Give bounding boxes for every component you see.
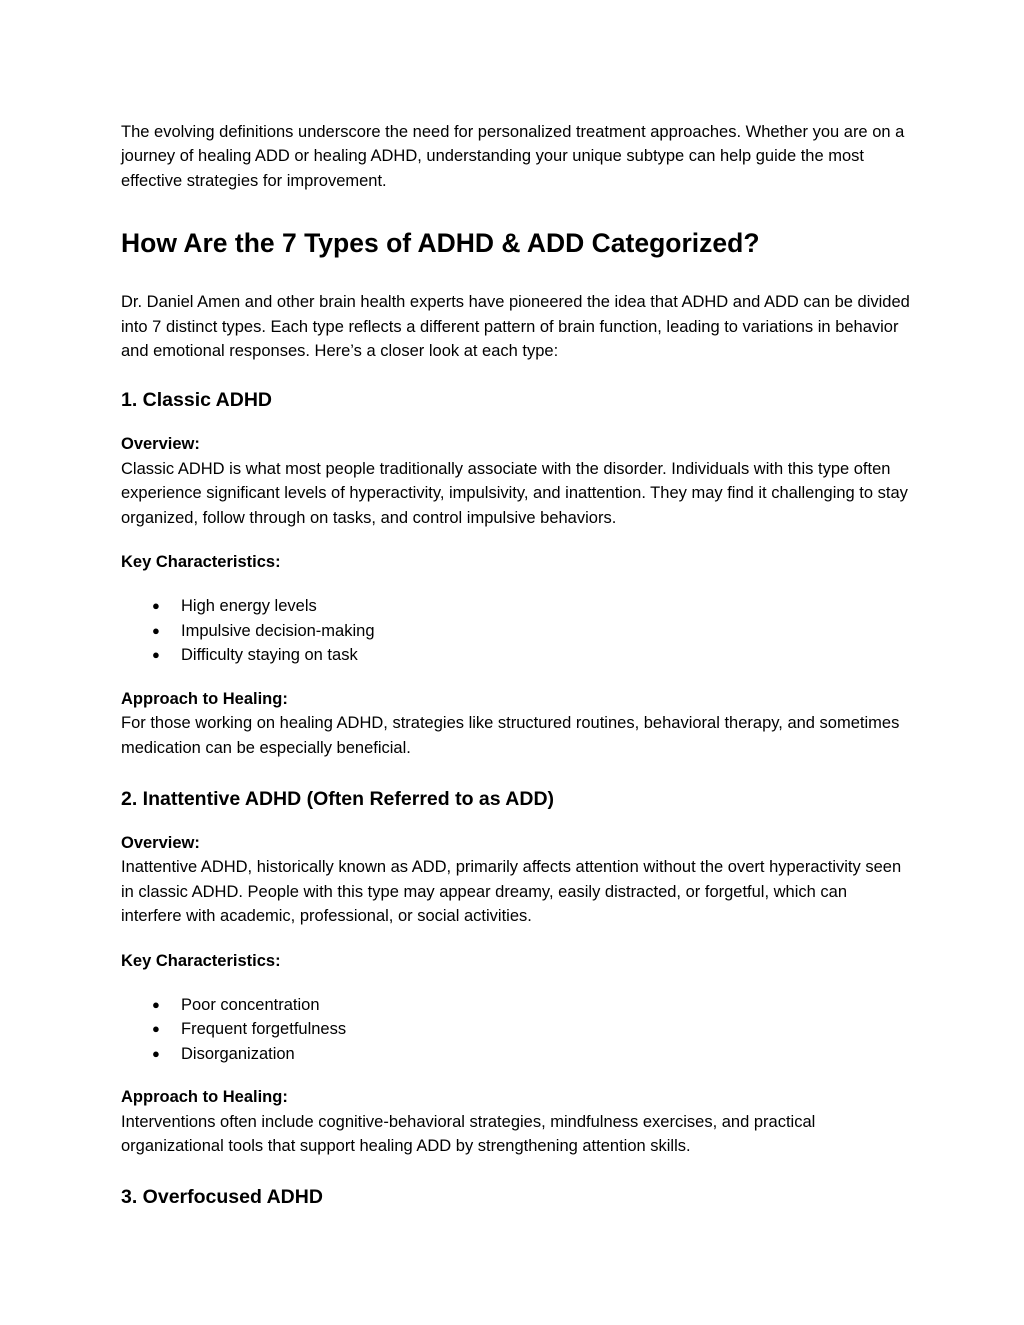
list-item xyxy=(121,643,911,667)
bullet-icon: ● xyxy=(152,1045,160,1061)
list-item xyxy=(121,619,911,643)
overview-label: Overview: xyxy=(121,435,200,454)
section-heading-inattentive-adhd: 2. Inattentive ADHD (Often Referred to as ADD) xyxy=(121,787,555,810)
approach-block xyxy=(121,1085,911,1158)
overview-block xyxy=(121,432,911,530)
overview-text: Inattentive ADHD, historically known as ADD, primarily affects attention without the overt hyperactivity seen in classic ADHD. People with this type may appear dreamy, easily distracted, or forgetful, which can interfere with academic, professional, or social activities. xyxy=(121,858,902,926)
list-item xyxy=(121,1017,911,1041)
list-item-text: Disorganization xyxy=(181,1044,295,1063)
intro-paragraph: The evolving definitions underscore the need for personalized treatment approaches. Whether you are on a journey of healing ADD or healing ADHD, understanding your unique subtype can help guide the most effective strategies for improvement. xyxy=(121,123,905,190)
document-page xyxy=(121,120,911,1210)
list-item xyxy=(121,1042,911,1066)
approach-text: Interventions often include cognitive-behavioral strategies, mindfulness exercises, and practical organizational tools that support healing ADD by strengthening attention skills. xyxy=(121,1112,816,1155)
approach-text: For those working on healing ADHD, strategies like structured routines, behavioral therapy, and sometimes medication can be especially beneficial. xyxy=(121,714,900,757)
approach-label: Approach to Healing: xyxy=(121,689,288,708)
characteristics-list xyxy=(121,594,911,667)
list-item-text: Poor concentration xyxy=(181,995,320,1014)
characteristics-list xyxy=(121,993,911,1066)
list-item-text: Difficulty staying on task xyxy=(181,646,358,665)
key-characteristics-label xyxy=(121,949,911,973)
list-item xyxy=(121,594,911,618)
list-item-text: Frequent forgetfulness xyxy=(181,1020,347,1039)
approach-block xyxy=(121,687,911,760)
overview-block xyxy=(121,831,911,929)
bullet-icon: ● xyxy=(152,1021,160,1037)
main-intro-paragraph: Dr. Daniel Amen and other brain health experts have pioneered the idea that ADHD and ADD can be divided into 7 distinct types. Each type reflects a different pattern of brain function, leading to variations in behavior and emotional responses. Here’s a closer look at each type: xyxy=(121,293,910,361)
key-label: Key Characteristics: xyxy=(121,951,281,970)
overview-text: Classic ADHD is what most people traditionally associate with the disorder. Individuals with this type often experience significant levels of hyperactivity, impulsivity, and inattention. They may find it challenging to stay organized, follow through on tasks, and control impulsive behaviors. xyxy=(121,459,908,527)
list-item-text: Impulsive decision-making xyxy=(181,621,375,640)
page-title: How Are the 7 Types of ADHD & ADD Categorized? xyxy=(121,228,760,259)
key-characteristics-label xyxy=(121,550,911,574)
bullet-icon: ● xyxy=(152,647,160,663)
section-heading-classic-adhd: 1. Classic ADHD xyxy=(121,389,273,412)
bullet-icon: ● xyxy=(152,622,160,638)
bullet-icon: ● xyxy=(152,996,160,1012)
overview-label: Overview: xyxy=(121,833,200,852)
key-label: Key Characteristics: xyxy=(121,553,281,572)
approach-label: Approach to Healing: xyxy=(121,1088,288,1107)
list-item xyxy=(121,993,911,1017)
bullet-icon: ● xyxy=(152,598,160,614)
section-heading-overfocused-adhd: 3. Overfocused ADHD xyxy=(121,1186,323,1209)
list-item-text: High energy levels xyxy=(181,597,317,616)
